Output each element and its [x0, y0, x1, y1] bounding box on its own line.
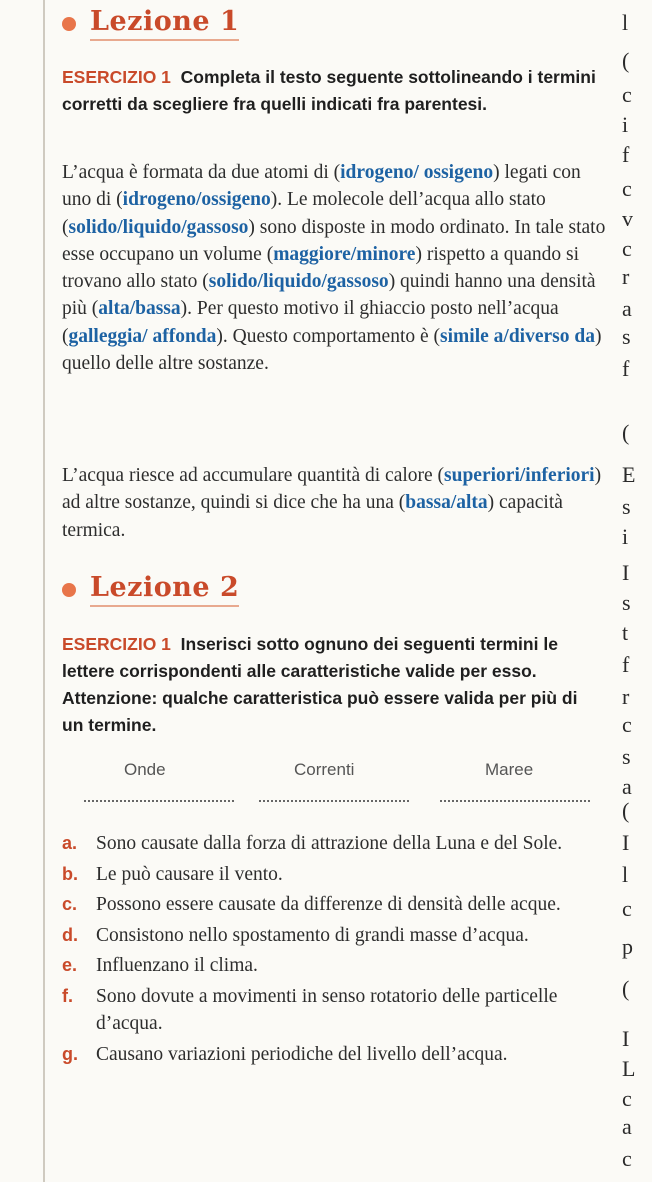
column-header-maree: Maree: [485, 760, 534, 779]
answer-options: idrogeno/ossigeno: [122, 189, 271, 211]
paragraph-text: ). Le molecole dell’acqua allo stato (: [62, 189, 546, 238]
cut-off-character: a: [622, 1114, 632, 1139]
exercise-label: ESERCIZIO 1: [62, 67, 171, 87]
cut-off-character: (: [622, 420, 630, 445]
cut-off-character: f: [622, 356, 630, 381]
paragraph-text: ). Questo comportamento è (: [216, 325, 441, 347]
cut-off-character: c: [622, 896, 632, 921]
list-item: b. Le può causare il vento.: [62, 863, 283, 885]
cut-off-character: s: [622, 744, 631, 769]
answer-options: solido/liquido/gassoso: [68, 216, 249, 238]
cut-off-character: c: [622, 82, 632, 107]
cut-off-character: a: [622, 296, 632, 321]
paragraph-text: ) capacità termica.: [62, 492, 563, 541]
answer-options: superiori/inferiori: [444, 465, 595, 486]
cut-off-character: I: [622, 1026, 630, 1051]
answer-blank-correnti[interactable]: [259, 800, 409, 802]
next-page-edge: [614, 0, 652, 1182]
column-header-onde: Onde: [124, 760, 166, 779]
cut-off-character: s: [622, 590, 631, 615]
answer-blank-onde[interactable]: [84, 800, 234, 802]
cut-off-character: r: [622, 264, 630, 289]
cut-off-character: f: [622, 652, 630, 677]
cut-off-character: f: [622, 142, 630, 167]
cut-off-character: (: [622, 48, 630, 73]
bullet-dot-icon: [62, 583, 76, 597]
lesson-1-paragraph-2: [62, 462, 607, 544]
cut-off-character: r: [622, 684, 630, 709]
exercise-label: ESERCIZIO 1: [62, 634, 171, 654]
paragraph-text: L’acqua riesce ad accumulare quantità di calore (: [62, 465, 445, 486]
list-item: d. Consistono nello spostamento di grandi masse d’acqua.: [62, 924, 529, 946]
cut-off-character: i: [622, 112, 629, 137]
paragraph-text: ) quindi hanno una densità più (: [62, 271, 596, 320]
list-item: e. Influenzano il clima.: [62, 955, 258, 976]
cut-off-character: c: [622, 1146, 632, 1171]
instructions-text: Completa il testo seguente sottolineando i termini corretti da scegliere fra quelli indicati fra parentesi.: [62, 67, 596, 114]
cut-off-character: c: [622, 712, 632, 737]
cut-off-character: c: [622, 1086, 632, 1111]
paragraph-text: ) rispetto a quando si trovano allo stato (: [62, 243, 580, 293]
paragraph-text: L’acqua è formata da due atomi di (: [62, 162, 341, 183]
cut-off-character: p: [622, 934, 633, 959]
answer-options: idrogeno/ ossigeno: [340, 162, 494, 183]
cut-off-character: l: [622, 862, 629, 887]
bullet-dot-icon: [62, 17, 76, 31]
answer-options: solido/liquido/gassoso: [208, 271, 389, 293]
paragraph-text: ) quello delle altre sostanze.: [62, 325, 602, 375]
answer-options: alta/bassa: [98, 298, 181, 320]
cut-off-character: a: [622, 774, 632, 799]
lesson-1-paragraph-1: [62, 159, 607, 377]
answer-options: maggiore/minore: [273, 243, 416, 265]
instructions-text: Inserisci sotto ognuno dei seguenti termini le lettere corrispondenti alle caratteristiche valide per esso. Attenzione: qualche caratteristica può essere valida per più di un termine.: [62, 634, 578, 735]
answer-blank-maree[interactable]: [440, 800, 590, 802]
cut-off-character: i: [622, 524, 629, 549]
column-header-correnti: Correnti: [294, 760, 355, 779]
answer-columns: [62, 760, 607, 820]
paragraph-text: ) sono disposte in modo ordinato. In tale stato esse occupano un volume (: [62, 216, 606, 265]
cut-off-character: L: [622, 1056, 636, 1081]
list-item: f. Sono dovute a movimenti in senso rotatorio delle particelle d’acqua.: [62, 985, 558, 1034]
cut-off-character: s: [622, 324, 631, 349]
cut-off-character: t: [622, 620, 629, 645]
paragraph-text: ) ad altre sostanze, quindi si dice che ha una (: [62, 465, 602, 514]
answer-options: galleggia/ affonda: [68, 325, 217, 347]
answer-options: simile a/diverso da: [440, 325, 595, 347]
cut-off-character: E: [622, 462, 636, 487]
cut-off-character: c: [622, 176, 632, 201]
cut-off-character: v: [622, 206, 633, 231]
cut-off-character: I: [622, 830, 630, 855]
paragraph-text: ). Per questo motivo il ghiaccio posto nell’acqua (: [62, 298, 559, 347]
lesson-2-heading: [62, 572, 239, 607]
list-item: a. Sono causate dalla forza di attrazione della Luna e del Sole.: [62, 833, 563, 854]
cut-off-character: c: [622, 236, 632, 261]
cut-off-character: I: [622, 560, 630, 585]
page-margin-line: [43, 0, 45, 1182]
cut-off-character: (: [622, 976, 630, 1001]
lesson-1-heading: [62, 6, 239, 41]
answer-options: bassa/alta: [405, 492, 488, 514]
cut-off-character: s: [622, 494, 631, 519]
characteristics-list: [62, 830, 607, 1071]
lesson-1-title: Lezione 1: [90, 6, 240, 37]
cut-off-character: l: [622, 10, 629, 35]
cut-off-character: (: [622, 798, 630, 823]
lesson-1-exercise-instructions: [62, 64, 602, 118]
lesson-2-exercise-instructions: [62, 631, 602, 739]
list-item: c. Possono essere causate da differenze di densità delle acque.: [62, 894, 561, 915]
lesson-2-title: Lezione 2: [90, 572, 240, 603]
list-item: g. Causano variazioni periodiche del livello dell’acqua.: [62, 1043, 508, 1065]
paragraph-text: ) legati con uno di (: [62, 162, 581, 211]
